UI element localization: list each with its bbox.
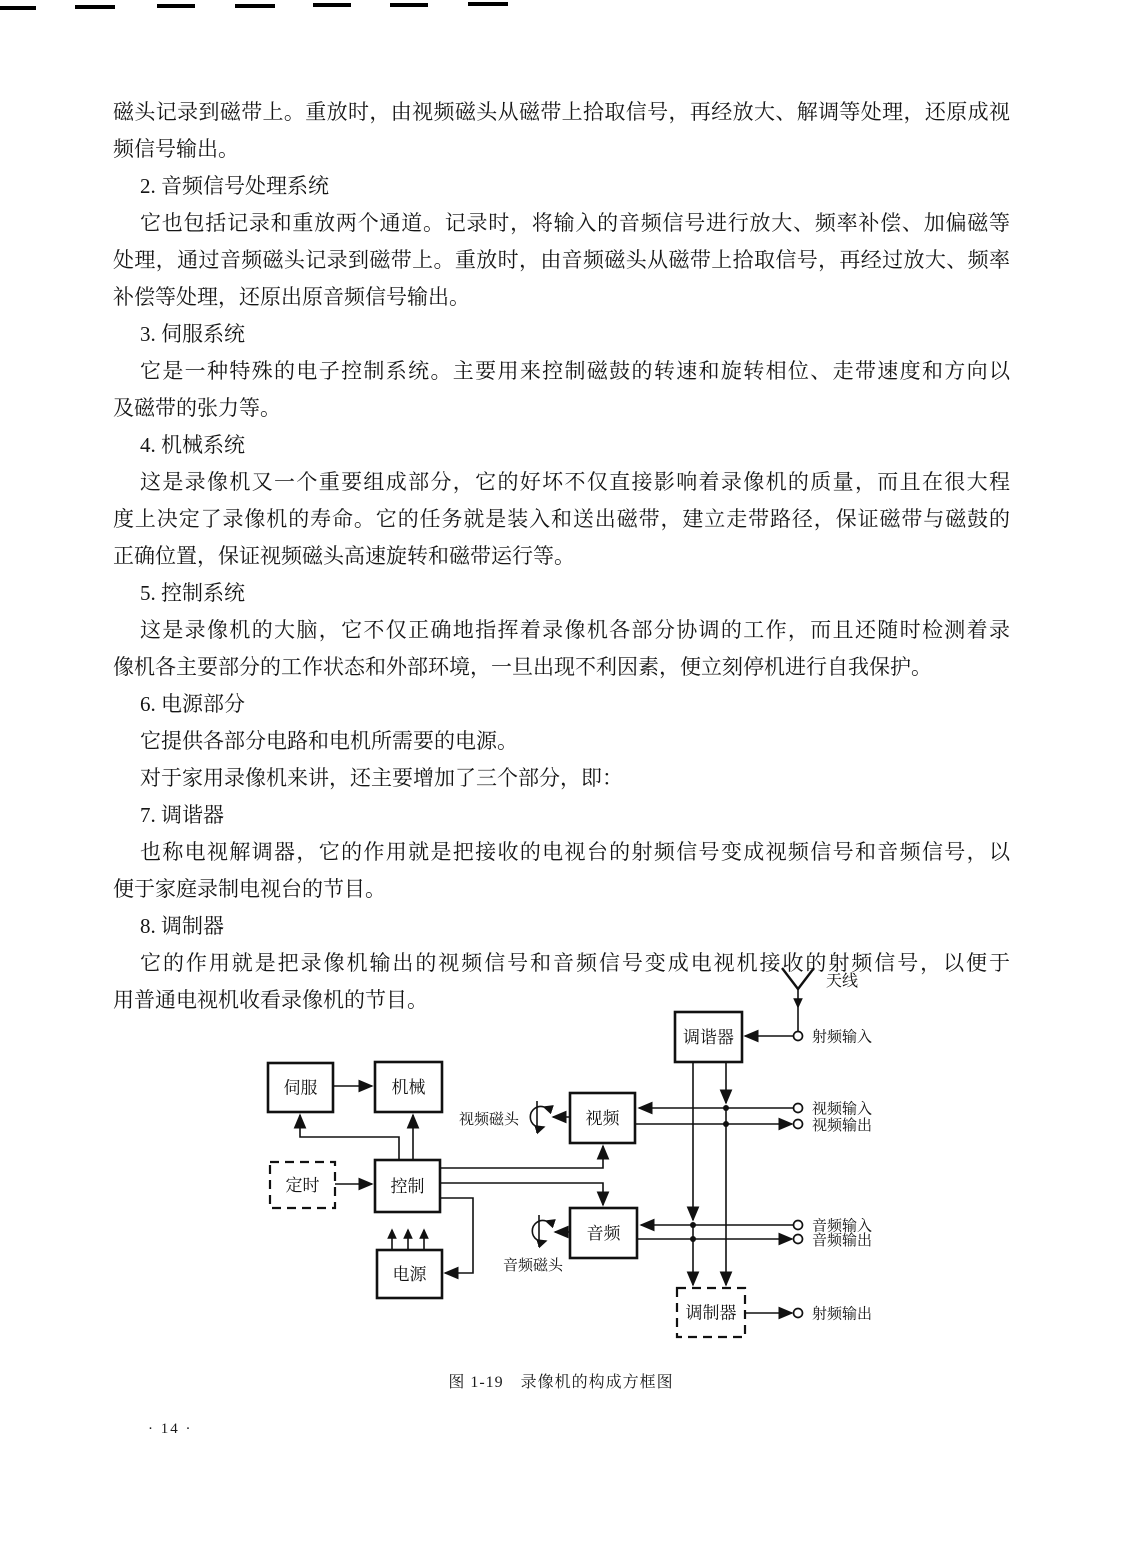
section-heading: 4. 机械系统 — [140, 433, 245, 457]
text-line: 它也包括记录和重放两个通道。记录时，将输入的音频信号进行放大、频率补偿、加偏磁等 — [140, 211, 1010, 235]
text-line: 这是录像机的大脑，它不仅正确地指挥着录像机各部分协调的工作，而且还随时检测着录 — [140, 618, 1010, 642]
text-line: 磁头记录到磁带上。重放时，由视频磁头从磁带上拾取信号，再经放大、解调等处理，还原成视 — [113, 100, 1010, 124]
antenna-icon — [782, 968, 814, 1031]
text-line: 正确位置，保证视频磁头高速旋转和磁带运行等。 — [113, 544, 575, 568]
text-line: 它的作用就是把录像机输出的视频信号和音频信号变成电视机接收的射频信号，以便于 — [140, 951, 1010, 975]
video-head-icon — [530, 1101, 570, 1133]
audio-in-terminal — [794, 1221, 803, 1230]
io-terminals — [794, 1032, 803, 1318]
video-out-label: 视频输出 — [812, 1118, 873, 1134]
antenna-label: 天线 — [826, 973, 859, 990]
box-mech-label: 机械 — [391, 1078, 426, 1097]
rf-in-label: 射频输入 — [812, 1029, 873, 1046]
text-line: 也称电视解调器，它的作用就是把接收的电视台的射频信号变成视频信号和音频信号，以 — [140, 840, 1010, 864]
section-heading: 8. 调制器 — [140, 914, 224, 938]
control-to-video-line — [440, 1146, 603, 1168]
text-line: 便于家庭录制电视台的节目。 — [113, 877, 386, 901]
audio-in-label: 音频输入 — [812, 1218, 873, 1235]
section-heading: 5. 控制系统 — [140, 581, 245, 605]
control-to-servo-line — [300, 1115, 399, 1160]
box-video-label: 视频 — [585, 1109, 620, 1128]
audio-head-label: 音频磁头 — [503, 1258, 564, 1274]
diagram-canvas — [240, 960, 920, 1400]
scan-dash — [0, 6, 36, 10]
audio-out-terminal — [794, 1235, 803, 1244]
rf-in-terminal — [794, 1032, 803, 1041]
text-line: 及磁带的张力等。 — [113, 396, 281, 420]
rf-out-terminal — [794, 1309, 803, 1318]
text-line: 频信号输出。 — [113, 137, 239, 161]
control-to-power-line — [440, 1198, 473, 1273]
page-number: · 14 · — [148, 1421, 193, 1437]
text-line: 这是录像机又一个重要组成部分，它的好坏不仅直接影响着录像机的质量，而且在很大程 — [140, 470, 1010, 494]
section-heading: 6. 电源部分 — [140, 692, 245, 716]
text-line: 用普通电视机收看录像机的节目。 — [113, 988, 428, 1012]
box-audio-label: 音频 — [586, 1224, 621, 1243]
section-heading: 2. 音频信号处理系统 — [140, 174, 329, 198]
scan-dash — [157, 4, 195, 8]
power-output-arrows — [392, 1230, 424, 1250]
text-line: 对于家用录像机来讲，还主要增加了三个部分，即： — [140, 766, 623, 790]
audio-out-label: 音频输出 — [812, 1233, 873, 1249]
box-timer-label: 定时 — [285, 1176, 320, 1195]
section-heading: 3. 伺服系统 — [140, 322, 245, 346]
text-line: 补偿等处理，还原出原音频信号输出。 — [113, 285, 470, 309]
rf-out-label: 射频输出 — [812, 1306, 873, 1323]
box-tuner-label: 调谐器 — [683, 1028, 734, 1047]
video-in-terminal — [794, 1104, 803, 1113]
text-line: 它提供各部分电路和电机所需要的电源。 — [140, 729, 518, 753]
scan-dash — [390, 3, 428, 7]
scan-dash — [313, 3, 351, 7]
scan-dash — [468, 2, 508, 6]
text-line: 它是一种特殊的电子控制系统。主要用来控制磁鼓的转速和旋转相位、走带速度和方向以 — [140, 359, 1010, 383]
control-to-audio-line — [440, 1183, 603, 1205]
audio-head-icon — [532, 1215, 570, 1247]
tuner-video-audio-bus — [693, 1062, 726, 1285]
text-line: 处理，通过音频磁头记录到磁带上。重放时，由音频磁头从磁带上拾取信号，再经过放大、频率 — [113, 248, 1010, 272]
body-text — [113, 94, 1010, 1019]
text-line: 度上决定了录像机的寿命。它的任务就是装入和送出磁带，建立走带路径，保证磁带与磁鼓的 — [113, 507, 1010, 531]
junction-dots — [690, 1105, 729, 1242]
video-in-label: 视频输入 — [812, 1101, 873, 1118]
section-heading: 7. 调谐器 — [140, 803, 224, 827]
box-servo-label: 伺服 — [283, 1078, 318, 1098]
figure-caption: 图 1-19 录像机的构成方框图 — [448, 1374, 674, 1391]
box-power-label: 电源 — [392, 1265, 427, 1284]
text-line: 像机各主要部分的工作状态和外部环境，一旦出现不利因素，便立刻停机进行自我保护。 — [113, 655, 932, 679]
vcr-block-diagram — [240, 960, 920, 1400]
scan-dash — [75, 5, 115, 9]
video-out-terminal — [794, 1120, 803, 1129]
video-head-label: 视频磁头 — [459, 1112, 520, 1128]
scan-dash — [235, 4, 275, 8]
box-control-label: 控制 — [390, 1177, 425, 1196]
box-modulator-label: 调制器 — [685, 1303, 737, 1323]
